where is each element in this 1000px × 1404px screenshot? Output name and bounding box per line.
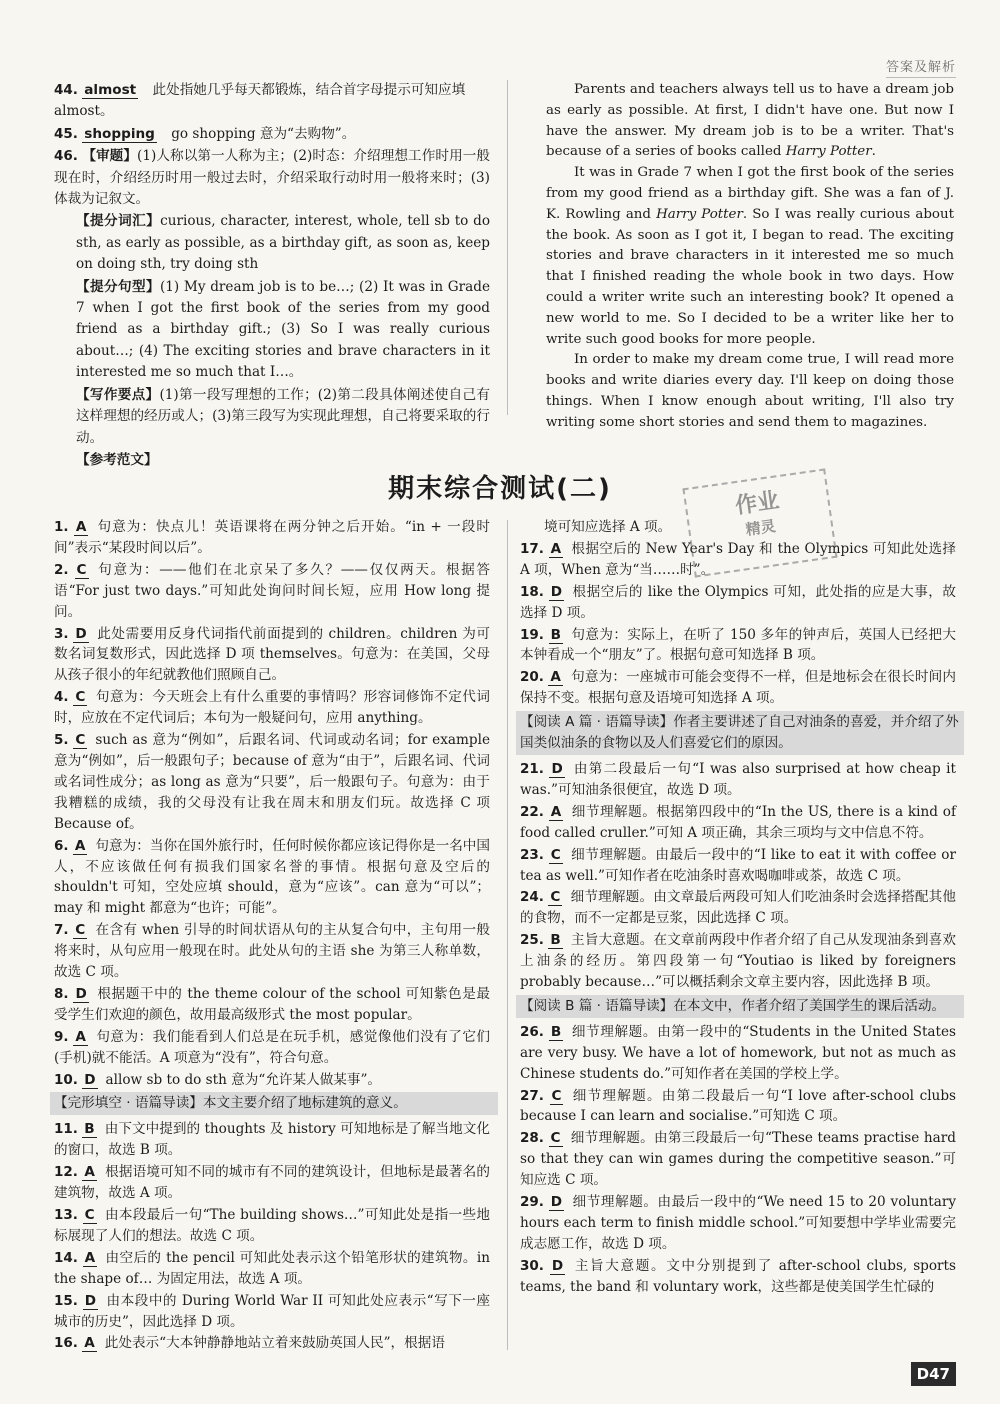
q46-cihui-text: curious, character, interest, whole, tell sb to do sth, as early as possible, as a birthday gift, as soon as, keep on doing sth, try doing sth [76,213,491,273]
explanation-text: 在含有 when 引导的时间状语从句的主从复合句中，主句用一般将来时，从句应用一般现在时。此处从句的主语 she 为第三人称单数，故选 C 项。 [54,922,490,981]
q45-text: go shopping 意为“去购物”。 [171,125,356,142]
explanation-text: 句意为：——他们在北京呆了多久？——仅仅两天。根据答语“For just two days.”可知此处询问时间长短，应用 How long 提问。 [54,561,491,620]
question-number: 1. [54,519,69,535]
q44 [54,80,490,123]
answer-letter: A [75,1028,86,1045]
answer-letter: B [84,1121,95,1138]
answer-item [520,1192,956,1255]
answer-item [520,1086,956,1128]
top-left-column [54,80,490,472]
essay-p2b: . So I was really curious about the book. As soon as I got it, I began to read. The exciting stories and brave characters in it interested me so much that I finished reading the whole book in two days. How could a writer write such an interesting book? It opened a new world to me. So I decided to be a writer like her to write such good books for more people. [546,206,954,347]
question-number: 3. [54,625,69,642]
explanation-text: 由下文中提到的 thoughts 及 history 可知地标是了解当地文化的窗口，故选 B 项。 [54,1121,490,1159]
question-number: 9. [54,1028,69,1045]
explanation-text: 句意为：当你在国外旅行时，任何时候你都应该记得你是一名中国人，不应该做任何有损我们国家名誉的事情。根据句意及空后的 shouldn't 可知，空处应填 should，意为“应该”。can 意为“可以”；may 和 might 都意为“也许；可能”。 [54,837,491,917]
answer-item [54,1205,490,1247]
q44-number: 44. [54,82,78,98]
answer-item [54,517,490,559]
answer-item [520,845,956,887]
question-number: 2. [54,561,69,578]
answer-item [54,1333,490,1354]
essay-paragraph-2 [546,163,954,350]
answer-letter: D [84,1071,96,1088]
answer-item [520,802,956,844]
answer-letter: A [550,803,562,820]
answer-item [520,759,956,801]
answer-letter: C [76,561,87,578]
answers-list-26-30 [520,1022,956,1298]
answers-left-column [54,517,490,1355]
question-number: 24. [520,889,544,906]
question-number: 22. [520,803,544,820]
answer-letter: A [550,669,561,686]
question-number: 5. [54,732,69,749]
answer-letter: A [75,519,87,535]
question-number: 8. [54,985,69,1002]
q46-number: 46. [54,148,78,165]
explanation-text: 细节理解题。由文章最后两段可知人们吃油条时会选择搭配其他的食物，而不一定都是豆浆，因此选择 C 项。 [520,889,956,927]
answer-letter: B [550,932,561,949]
reading-b-guide: 【阅读 B 篇 · 语篇导读】在本文中，作者介绍了美国学生的课后活动。 [516,995,964,1018]
section-title: 期末综合测试(二) [388,474,612,504]
explanation-text: 此处需要用反身代词指代前面提到的 children。children 为可数名词复数形式，因此选择 D 项 themselves。句意为：在美国，父母从孩子很小的年纪就教他们照顾自己。 [54,625,490,684]
stamp-line-2: 精灵 [744,516,777,539]
sample-essay [546,80,954,434]
answer-item [520,582,956,624]
answer-item [520,930,956,993]
answers-list-1-10 [54,517,490,1090]
answer-item [54,687,490,729]
question-number: 11. [54,1121,78,1138]
question-number: 27. [520,1087,544,1104]
q46-shenti-tag: 【审题】 [82,148,138,165]
answer-item [54,836,490,920]
answer-item [54,920,490,983]
question-number: 30. [520,1257,544,1274]
answer-letter: C [75,732,86,749]
q46-cihui [54,211,490,275]
answer-item [520,1256,956,1298]
question-number: 20. [520,669,544,686]
question-number: 13. [54,1207,78,1223]
essay-paragraph-3: In order to make my dream come true, I will read more books and write diaries every day. I'll keep on doing those things. When I know enough about writing, I'll also try writing some short stories and send them to magazines. [546,352,954,430]
page-number: D47 [911,1362,956,1386]
explanation-text: 根据语境可知不同的城市有不同的建筑设计，但地标是最著名的建筑物，故选 A 项。 [54,1164,490,1202]
reading-a-guide: 【阅读 A 篇 · 语篇导读】作者主要讲述了自己对油条的喜爱，并介绍了外国类似油条的食物以及人们喜爱它们的原因。 [516,711,964,755]
answer-letter: C [551,1087,562,1104]
answer-letter: A [84,1335,95,1352]
essay-paragraph-1 [546,80,954,163]
explanation-text: such as 意为“例如”，后跟名词、代词或动名词；for example 意为“例如”，后一般跟句子；because of 意为“由于”，后跟名词、代词或名词性成分；as long as 意为“只要”，后一般跟句子。句意为：由于我糟糕的成绩，我的父母没有让我在周末和朋友们玩。故选择 C 项 Because of。 [54,732,490,832]
q46-fanwen-tag: 【参考范文】 [76,451,158,468]
answer-letter: D [551,1257,564,1274]
q46-cihui-tag: 【提分词汇】 [76,213,161,230]
question-number: 6. [54,837,69,854]
answer-item [54,1291,490,1333]
q46-yaodian-tag: 【写作要点】 [76,386,160,403]
explanation-text: 根据空后的 New Year's Day 和 the Olympics 可知此处选择 A 项，When 意为“当……时”。 [520,540,956,578]
question-number: 18. [520,583,544,600]
q46-yaodian [54,385,490,449]
answer-letter: D [84,1292,97,1309]
answer-item [54,560,490,623]
answer-item [520,1022,956,1085]
answer-item [54,624,490,687]
explanation-text: 句意为：实际上，在听了 150 多年的钟声后，英国人已经把大本钟看成一个“朋友”了。根据句意可知选择 B 项。 [520,626,956,664]
explanation-text: 主旨大意题。文中分别提到了 after-school clubs, sports teams, the band 和 voluntary work，这些都是使美国学生忙碌的 [520,1257,956,1295]
column-divider-bottom [507,520,508,1350]
answer-letter: B [550,626,562,643]
essay-p1-book: Harry Potter [785,144,872,160]
explanation-text: 根据题干中的 the theme colour of the school 可知紫色是最受学生们欢迎的颜色，故用最高级形式 the most popular。 [54,985,490,1023]
page-header-label: 答案及解析 [886,56,956,78]
essay-p2-book: Harry Potter [656,206,743,222]
answers-right-column [520,517,959,1299]
essay-p1a: Parents and teachers always tell us to have a dream job as early as possible. At first, I didn't have one. But now I have the answer. My dream job is to be a writer. That's because of a series of books called [546,82,954,160]
question-number: 15. [54,1292,78,1309]
answers-list-17-20 [520,539,956,709]
question-number: 29. [520,1194,544,1211]
q16-continuation: 境可知应选择 A 项。 [544,519,672,535]
answer-letter: A [550,540,562,557]
question-number: 21. [520,760,544,777]
q46-shenti: (1)人称以第一人称为主；(2)时态：介绍理想工作时用一般现在时，介绍经历时用一般过去时，介绍采取行动时用一般将来时；(3)体裁为记叙文。 [54,148,491,208]
answer-letter: D [551,760,563,777]
question-number: 12. [54,1164,78,1181]
answer-item [54,1162,490,1204]
question-number: 23. [520,846,544,863]
answer-letter: A [74,837,86,854]
answers-list-11-16 [54,1119,490,1354]
essay-p1b: . [871,144,876,160]
q46-juxing [54,277,490,384]
question-number: 28. [520,1130,544,1147]
answer-letter: D [550,583,563,600]
question-number: 10. [54,1071,78,1088]
explanation-text: 细节理解题。由第三段最后一句“These teams practise hard so that they can win games during the competitive season.”可知应选 C 项。 [520,1130,956,1189]
answer-item [54,1119,490,1161]
answer-letter: A [84,1164,95,1181]
answer-letter: C [75,922,86,939]
q46-juxing-text: (1) My dream job is to be…; (2) It was in Grade 7 when I got the first book of the series from my good friend as a birthday gift.; (3) So I was really curious about…; (4) The exciting stories and brave characters in it interested me so much that I…。 [76,278,491,381]
explanation-text: allow sb to do sth 意为“允许某人做某事”。 [105,1071,382,1088]
explanation-text: 句意为：我们能看到人们总是在玩手机，感觉像他们没有了它们(手机)就不能活。A 项意为“没有”，符合句意。 [54,1028,491,1066]
explanation-text: 句意为：快点儿！英语课将在两分钟之后开始。“in + 一段时间”表示“某段时间以后”。 [54,519,490,556]
answer-letter: C [550,846,561,863]
question-number: 25. [520,932,544,949]
question-number: 16. [54,1335,78,1352]
question-number: 14. [54,1249,78,1266]
explanation-text: 句意为：一座城市可能会变得不一样，但是地标会在很长时间内保持不变。根据句意及语境可知选择 A 项。 [520,669,956,707]
q45-answer: shopping [84,125,155,142]
answer-letter: A [84,1249,96,1266]
q44-text: 此处指她几乎每天都锻炼，结合首字母提示可知应填almost。 [54,82,466,120]
answer-letter: C [550,889,561,906]
column-divider-top [507,80,508,415]
answer-letter: C [75,689,86,706]
explanation-text: 细节理解题。由最后一段中的“I like to eat it with coffee or tea as well.”可知作者在吃油条时喜欢喝咖啡或茶，故选 C 项。 [520,846,956,884]
answer-item [54,1248,490,1290]
explanation-text: 细节理解题。由第二段最后一句“I love after-school clubs because I can learn and socialise.”可知选 C 项。 [520,1087,956,1125]
explanation-text: 由本段最后一句“The building shows…”可知此处是指一些地标展现了人们的想法。故选 C 项。 [54,1207,491,1244]
question-number: 19. [520,626,544,643]
q46 [54,146,490,210]
answer-item [520,887,956,929]
answer-item [54,1070,490,1091]
answer-item [54,730,490,835]
answer-letter: D [75,625,87,642]
q45 [54,124,490,145]
question-number: 26. [520,1023,544,1040]
explanation-text: 此处表示“大本钟静静地站立着来鼓励英国人民”，根据语 [104,1335,445,1352]
q46-yaodian-text: (1)第一段写理想的工作；(2)第二段具体阐述使自己有这样理想的经历或人；(3)第三段写为实现此理想，自己将要采取的行动。 [76,386,491,446]
cloze-guide: 【完形填空 · 语篇导读】本文主要介绍了地标建筑的意义。 [50,1092,498,1115]
answer-letter: C [84,1207,95,1223]
explanation-text: 细节理解题。由第一段中的“Students in the United States are very busy. We have a lot of homework, but not as much as Chinese students do.”可知作者在美国的学校上学。 [520,1023,956,1082]
q45-number: 45. [54,125,78,142]
answer-item [54,984,490,1026]
explanation-text: 由本段中的 During World War II 可知此处应表示“写下一座城市的历史”，因此选择 D 项。 [54,1292,490,1330]
answer-letter: C [550,1130,561,1147]
explanation-text: 句意为：今天班会上有什么重要的事情吗？形容词修饰不定代词时，应放在不定代词后；本句为一般疑问句，应用 anything。 [54,689,490,727]
answer-item [54,1027,490,1069]
question-number: 7. [54,922,69,939]
explanation-text: 细节理解题。根据第四段中的“In the US, there is a kind of food called cruller.”可知 A 项正确，其余三项均与文中信息不符。 [520,803,956,841]
q46-juxing-tag: 【提分句型】 [76,278,160,295]
explanation-text: 主旨大意题。在文章前两段中作者介绍了自己从发现油条到喜欢上油条的经历。第四段第一句“Youtiao is liked by foreigners probably because…”可以概括剩余文章主要内容，因此选择 B 项。 [520,932,957,991]
answer-item [520,539,956,581]
explanation-text: 细节理解题。由最后一段中的“We need 15 to 20 voluntary hours each term to finish middle school.”可知要想中学毕业需要完成志愿工作，故选 D 项。 [520,1194,956,1252]
stamp-line-1: 作业 [733,488,781,520]
answer-item [520,625,956,667]
essay-p2a: It was in Grade 7 when I got the first book of the series from my good friend as a birthday gift. She was a fan of J. K. Rowling and [546,165,954,222]
question-number: 17. [520,540,544,557]
answer-letter: D [75,985,87,1002]
answer-letter: B [550,1023,562,1040]
question-number: 4. [54,689,69,706]
answer-item [520,667,956,709]
answer-letter: D [550,1194,563,1211]
explanation-text: 由空后的 the pencil 可知此处表示这个铅笔形状的建筑物。in the shape of… 为固定用法，故选 A 项。 [54,1249,491,1287]
answer-item [520,1128,956,1191]
explanation-text: 由第二段最后一句“I was also surprised at how cheap it was.”可知油条很便宜，故选 D 项。 [520,760,956,798]
explanation-text: 根据空后的 like the Olympics 可知，此处指的应是大事，故选择 D 项。 [520,583,956,621]
answers-list-21-25 [520,759,956,993]
q44-answer: almost [84,82,137,98]
